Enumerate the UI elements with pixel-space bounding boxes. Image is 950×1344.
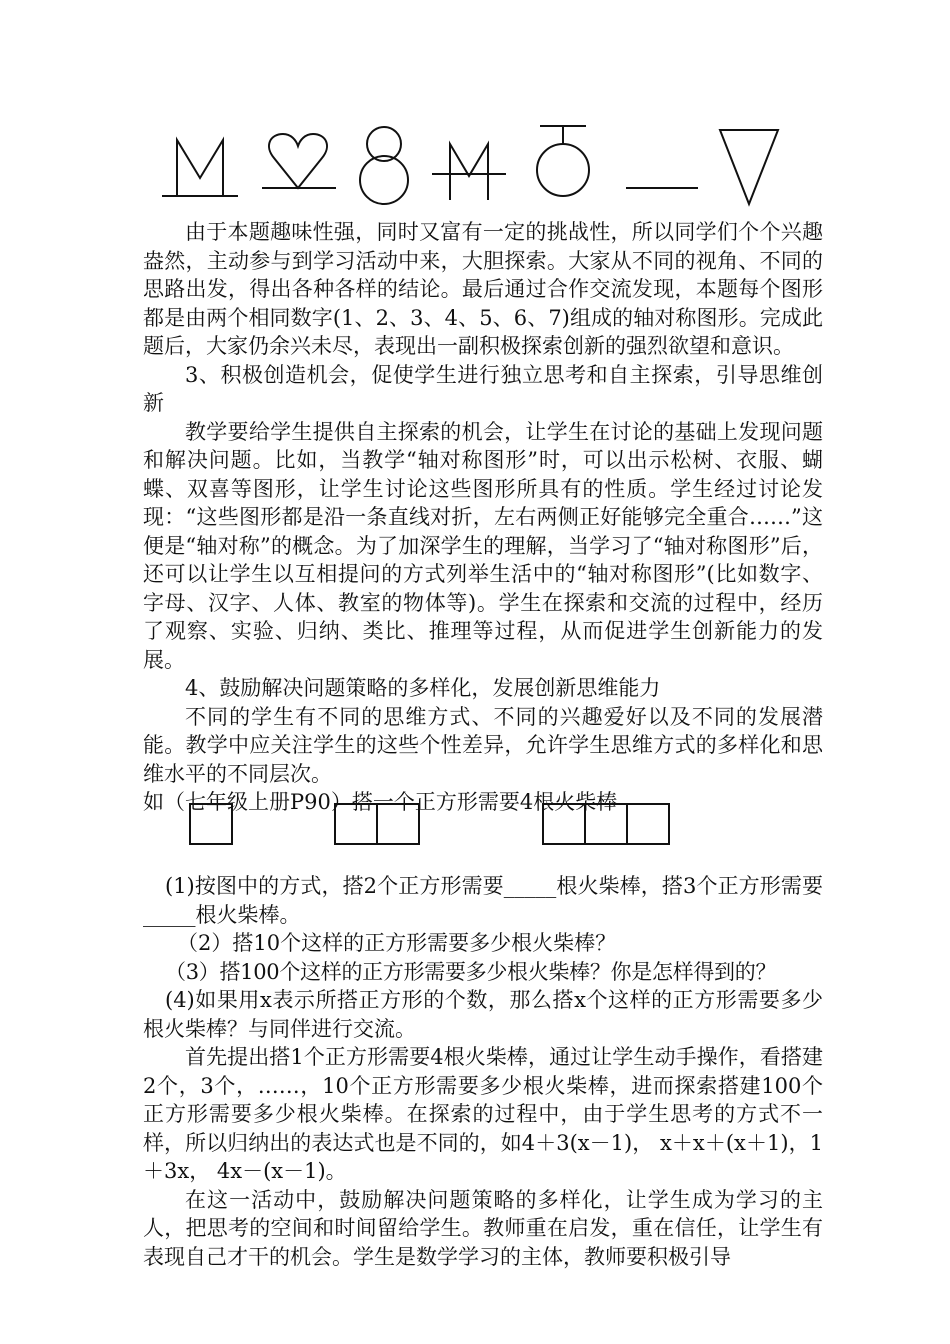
question-3: （3）搭100个这样的正方形需要多少根火柴棒？你是怎样得到的？: [165, 959, 777, 984]
paragraph-interest: 由于本题趣味性强，同时又富有一定的挑战性，所以同学们个个兴趣盎然，主动参与到学习活动中来，大胆探索。大家从不同的视角、不同的思路出发，得出各种各样的结论。最后通过合作交流发现，本题每个图形都是由两个相同数字(1、2、3、4、5、6、7)组成的轴对称图形。完成此题后，大家仍余兴未尽，表现出一副积极探索创新的强烈欲望和意识。: [143, 220, 823, 358]
heart-symmetric-figure: [262, 134, 336, 188]
crossed-m-symmetric-figure: [432, 144, 506, 200]
paragraph-diversity: 不同的学生有不同的思维方式、不同的兴趣爱好以及不同的发展潜能。教学中应关注学生的这些个性差异，允许学生思维方式的多样化和思维水平的不同层次。: [143, 704, 823, 786]
matchstick-squares-figure: [185, 800, 685, 850]
paragraph-explore: 教学要给学生提供自主探索的机会，让学生在讨论的基础上发现问题和解决问题。比如，当教学“轴对称图形”时，可以出示松树、衣服、蝴蝶、双喜等图形，让学生讨论这些图形所具有的性质。学生经过讨论发现：“这些图形都是沿一条直线对折，左右两侧正好能够完全重合……”这便是“轴对称”的概念。为了加深学生的理解，当学习了“轴对称图形”后，还可以让学生以互相提问的方式列举生活中的“轴对称图形”(比如数字、字母、汉字、人体、教室的物体等)。学生在探索和交流的过程中，经历了观察、实验、归纳、类比、推理等过程，从而促进学生创新能力的发展。: [143, 419, 823, 672]
circle-t-symmetric-figure: [537, 126, 589, 196]
symmetric-figures-row: [150, 118, 810, 218]
one-square-group: [190, 804, 232, 844]
m-symmetric-figure: [162, 140, 238, 196]
triangle-symmetric-figure: [720, 130, 778, 204]
section-1: [143, 218, 823, 817]
question-1: (1)按图中的方式，搭2个正方形需要_____根火柴棒，搭3个正方形需要_____根火柴棒。: [143, 874, 823, 927]
three-squares-group: [543, 804, 669, 844]
questions: [143, 872, 823, 1271]
eight-symmetric-figure: [360, 127, 408, 204]
paragraph-expressions: 首先提出搭1个正方形需要4根火柴棒，通过让学生动手操作，看搭建2个，3个，……，10个正方形需要多少根火柴棒，进而探索搭建100个正方形需要多少根火柴棒。在探索的过程中，由于学生思考的方式不一样，所以归纳出的表达式也是不同的，如4＋3(x－1)， x＋x＋(x＋1)，1＋3x， 4x－(x－1)。: [143, 1045, 823, 1183]
example-line: 如（七年级上册P90）搭一个正方形需要4根火柴棒: [143, 790, 618, 814]
heading-4: 4、鼓励解决问题策略的多样化，发展创新思维能力: [185, 676, 661, 700]
question-2: （2）搭10个这样的正方形需要多少根火柴棒？: [177, 931, 617, 955]
heading-3: 3、积极创造机会，促使学生进行独立思考和自主探索，引导思维创新: [143, 362, 823, 415]
question-4: (4)如果用x表示所搭正方形的个数，那么搭x个这样的正方形需要多少根火柴棒？与同伴进行交流。: [143, 988, 823, 1041]
two-squares-group: [335, 804, 419, 844]
paragraph-activity: 在这一活动中，鼓励解决问题策略的多样化，让学生成为学习的主人，把思考的空间和时间留给学生。教师重在启发，重在信任，让学生有表现自己才干的机会。学生是数学学习的主体，教师要积极引导: [143, 1187, 823, 1269]
